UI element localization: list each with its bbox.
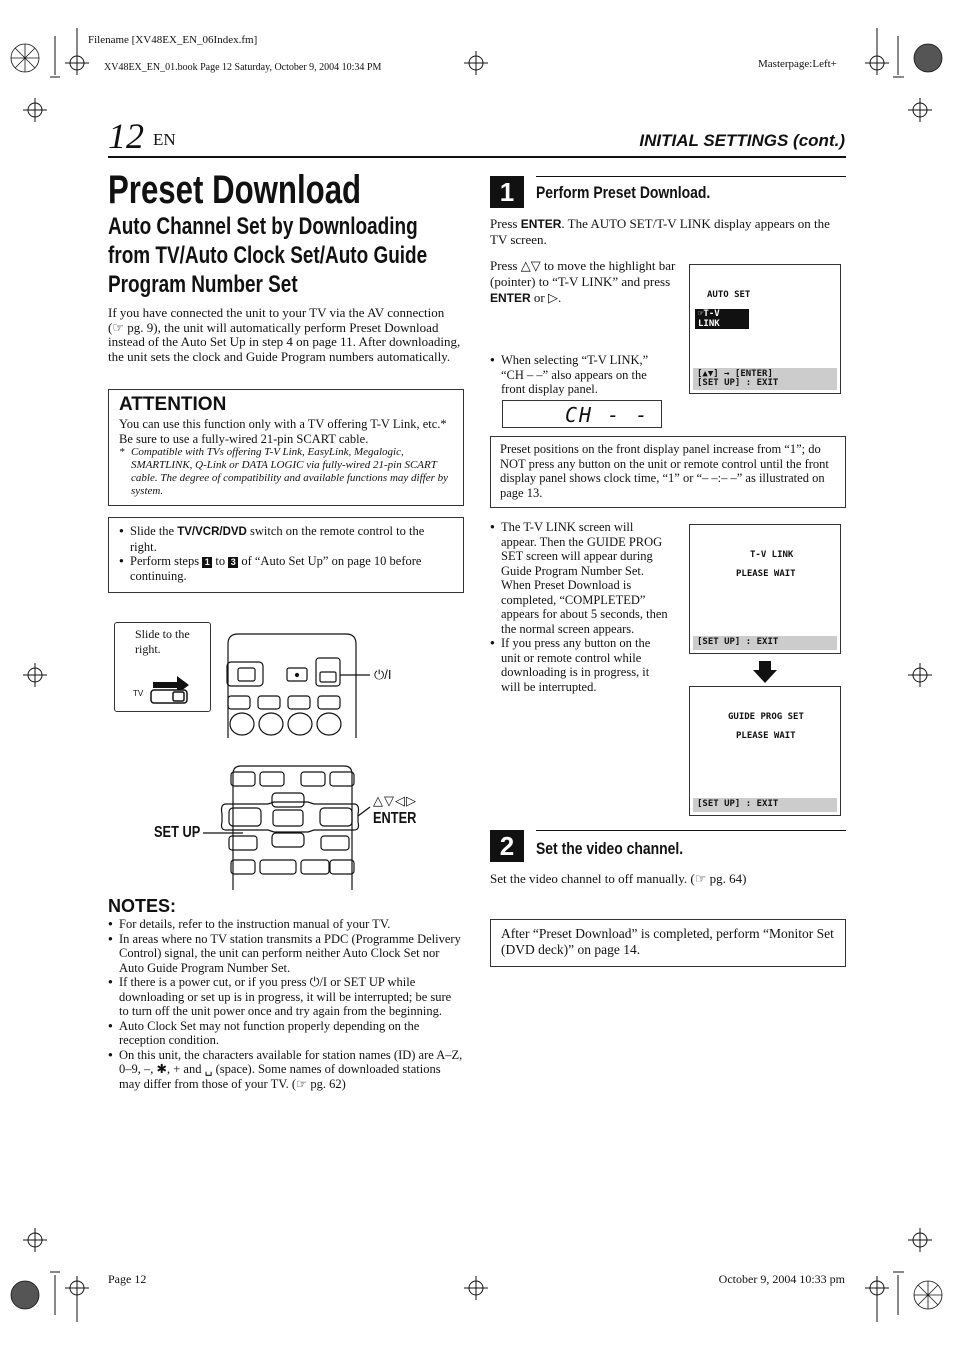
step1-number: 1	[490, 176, 524, 208]
attention-heading: ATTENTION	[119, 394, 227, 415]
step1-para2: Press △▽ to move the highlight bar (pointer) to “T-V LINK” and press ENTER or ▷.	[490, 258, 676, 305]
osd-bar-text: [SET UP] : EXIT	[697, 378, 779, 388]
masterpage-label: Masterpage:Left+	[758, 58, 837, 70]
osd-line: T-V LINK	[750, 550, 794, 560]
front-display-panel	[502, 400, 662, 428]
osd-bottom-bar	[693, 368, 837, 390]
note-item: ● Auto Clock Set may not function properly depending on the reception condition.	[108, 1019, 464, 1048]
after-download-box: After “Preset Download” is completed, perform “Monitor Set (DVD deck)” on page 14.	[490, 919, 846, 967]
attention-box	[108, 389, 464, 506]
notes-list	[108, 917, 464, 1091]
prep-item: ● Perform steps 1 to 3 of “Auto Set Up” on page 10 before continuing.	[119, 554, 453, 583]
prep-item: ● Slide the TV/VCR/DVD switch on the remote control to the right.	[119, 524, 453, 554]
page-lang: EN	[153, 130, 176, 149]
osd-guide-prog-screen	[689, 686, 841, 816]
osd-bar-text: [SET UP] : EXIT	[697, 637, 779, 647]
prep-box	[108, 517, 464, 593]
footer-date: October 9, 2004 10:33 pm	[718, 1272, 845, 1286]
setup-label: SET UP	[154, 824, 201, 841]
footer-page: Page 12	[108, 1272, 147, 1286]
step1-bullets2	[490, 520, 668, 694]
note-item: ● In areas where no TV station transmits a PDC (Programme Delivery Control) signal, the unit can perform neither Auto Clock Set nor Auto Guide Program Number Set.	[108, 932, 464, 976]
book-info: XV48EX_EN_01.book Page 12 Saturday, October 9, 2004 10:34 PM	[104, 62, 382, 73]
front-display-text: CH - -	[565, 403, 650, 427]
arrows-label: △▽◁▷	[373, 793, 417, 808]
step1-para1: Press ENTER. The AUTO SET/T-V LINK display appears on the TV screen.	[490, 216, 830, 247]
step2-heading: Set the video channel.	[536, 839, 684, 858]
step1-bullet2-item: ● The T-V LINK screen will appear. Then the GUIDE PROG SET screen will appear during Guide Program Number Set. When Preset Download is completed, “COMPLETED” appears for about 5 seconds, then the normal screen appears.	[490, 520, 668, 636]
osd-auto-set-screen	[689, 264, 841, 394]
arrow-down-icon	[753, 661, 777, 683]
step1-bullet2-item: ● If you press any button on the unit or remote control while downloading is in progress, it will be interrupted.	[490, 636, 668, 694]
page-number: 12	[108, 116, 144, 156]
step1-heading: Perform Preset Download.	[536, 183, 711, 202]
step1-bullet-item: ● When selecting “T-V LINK,” “CH – –” also appears on the front display panel.	[490, 353, 670, 397]
step2-rule	[536, 830, 846, 831]
osd-bar-text: [▲▼] → [ENTER]	[697, 369, 773, 379]
osd-line: GUIDE PROG SET	[728, 712, 804, 722]
osd-bottom-bar	[693, 798, 837, 812]
step1-bullet	[490, 353, 670, 397]
step2-number: 2	[490, 830, 524, 862]
note-item: ● For details, refer to the instruction manual of your TV.	[108, 917, 464, 932]
osd-line: PLEASE WAIT	[736, 569, 796, 579]
step2-text: Set the video channel to off manually. (☞ pg. 64)	[490, 871, 747, 886]
section-title: INITIAL SETTINGS (cont.)	[639, 131, 845, 150]
osd-bottom-bar	[693, 636, 837, 650]
notes-heading: NOTES:	[108, 896, 177, 916]
page-title: Preset Download	[108, 168, 362, 212]
attention-text: You can use this function only with a TV offering T-V Link, etc.* Be sure to use a fully-wired 21-pin SCART cable.	[119, 417, 447, 446]
intro-paragraph: If you have connected the unit to your TV via the AV connection (☞ pg. 9), the unit will automatically perform Preset Download instead of the Auto Set Up in step 4 on page 11. After downloading, the unit sets the clock and Guide Program numbers automatically.	[108, 305, 461, 364]
remote-illustration	[108, 614, 464, 892]
registration-mark-top-left	[65, 51, 89, 75]
remote-drawing	[108, 614, 464, 892]
header-rule	[108, 156, 846, 158]
osd-line: PLEASE WAIT	[736, 731, 796, 741]
osd-bar-text: [SET UP] : EXIT	[697, 799, 779, 809]
note-item: ● On this unit, the characters available for station names (ID) are A–Z, 0–9, –, ✱, + and ␣ (space). Some names of downloaded stations may differ from those of your TV. (☞ pg. 62)	[108, 1048, 464, 1092]
osd-highlight: ☞T-V LINK	[695, 309, 749, 329]
step1-rule	[536, 176, 846, 177]
attention-footnote: Compatible with TVs offering T-V Link, EasyLink, Megalogic, SMARTLINK, Q-Link or DATA LOGIC via fully-wired 21-pin SCART cable. The degree of compatibility and available functions may differ by system.	[131, 446, 448, 497]
footnote-mark: *	[119, 446, 125, 458]
preset-info-box: Preset positions on the front display panel increase from “1”; do NOT press any button on the unit or remote control until the front display panel shows clock time, “1” or “– –:– –” as illustrated on page 13.	[490, 436, 846, 508]
filename-label: Filename [XV48EX_EN_06Index.fm]	[88, 34, 258, 46]
enter-label: ENTER	[373, 810, 417, 827]
osd-line: AUTO SET	[707, 290, 751, 300]
note-item: ● If there is a power cut, or if you press ⏻/I or SET UP while downloading or set up is in progress, it will be interrupted; be sure to turn off the unit power once and try again from the beginning.	[108, 975, 464, 1019]
power-symbol-label: ⏻/I	[374, 667, 392, 682]
osd-tv-link-screen	[689, 524, 841, 654]
page-subtitle: Auto Channel Set by Downloading from TV/Auto Clock Set/Auto Guide Program Number Set	[108, 213, 428, 298]
tv-label: TV	[133, 689, 144, 698]
slide-label: Slide to the right.	[135, 627, 190, 656]
